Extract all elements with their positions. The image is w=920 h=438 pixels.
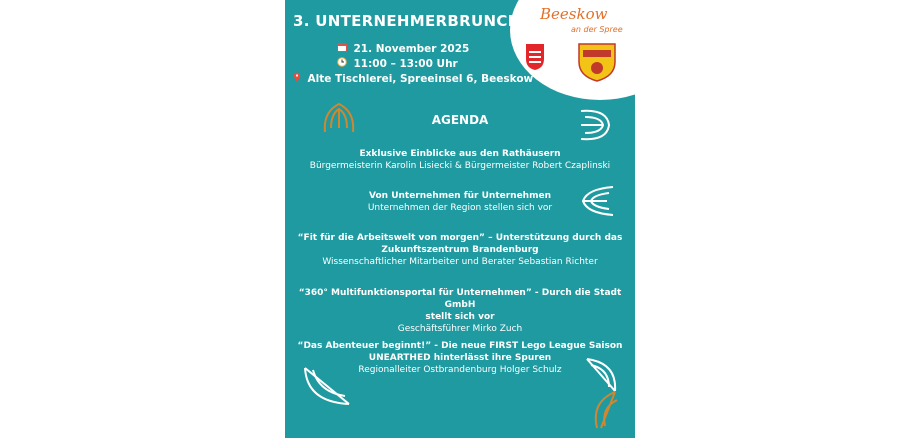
agenda-item-title-cont: UNEARTHED hinterlässt ihre Spuren: [368, 353, 552, 363]
event-poster: [285, 0, 635, 438]
event-location: Alte Tischlerei, Spreeinsel 6, Beeskow: [293, 72, 533, 85]
agenda-item: [285, 340, 635, 376]
agenda-item-title: Exklusive Einblicke aus den Rathäusern: [359, 149, 561, 159]
event-time: 11:00 – 13:00 Uhr: [337, 57, 458, 70]
agenda-item-title: Von Unternehmen für Unternehmen: [369, 191, 551, 201]
logo-tagline: an der Spree: [571, 25, 623, 34]
agenda-item-title: “Das Abenteuer beginnt!” - Die neue FIRST Lego League Saison: [297, 341, 623, 351]
clock-icon: [337, 59, 350, 70]
event-title: 3. UNTERNEHMERBRUNCH: [293, 12, 521, 30]
association-badge-icon: [577, 40, 617, 82]
agenda-item-title: “360° Multifunktionsportal für Unternehmen” - Durch die Stadt GmbH: [298, 288, 622, 310]
agenda-item-title: “Fit für die Arbeitswelt von morgen” – Unterstützung durch das: [297, 233, 623, 243]
agenda-heading: AGENDA: [431, 113, 489, 127]
agenda-item: [285, 148, 635, 172]
agenda-item-title-cont: stellt sich vor: [425, 312, 495, 322]
agenda-item: [285, 232, 635, 268]
agenda-item: [285, 190, 635, 214]
coat-of-arms-icon: [525, 43, 545, 71]
agenda-item-speaker: Unternehmen der Region stellen sich vor: [367, 203, 553, 213]
croissant-icon: [587, 388, 623, 432]
agenda-item-speaker: Bürgermeisterin Karolin Lisiecki & Bürgermeister Robert Czaplinski: [309, 161, 611, 171]
agenda-item-speaker: Geschäftsführer Mirko Zuch: [397, 324, 523, 334]
pin-icon: [293, 74, 304, 85]
calendar-icon: [337, 44, 350, 55]
agenda-item: [285, 287, 635, 335]
agenda-item-speaker: Regionalleiter Ostbrandenburg Holger Schulz: [358, 365, 562, 375]
beeskow-logo: Beeskow: [540, 5, 608, 23]
agenda-item-title-cont: Zukunftszentrum Brandenburg: [381, 245, 539, 255]
agenda-item-speaker: Wissenschaftlicher Mitarbeiter und Berater Sebastian Richter: [322, 257, 598, 267]
event-date: 21. November 2025: [337, 42, 469, 55]
